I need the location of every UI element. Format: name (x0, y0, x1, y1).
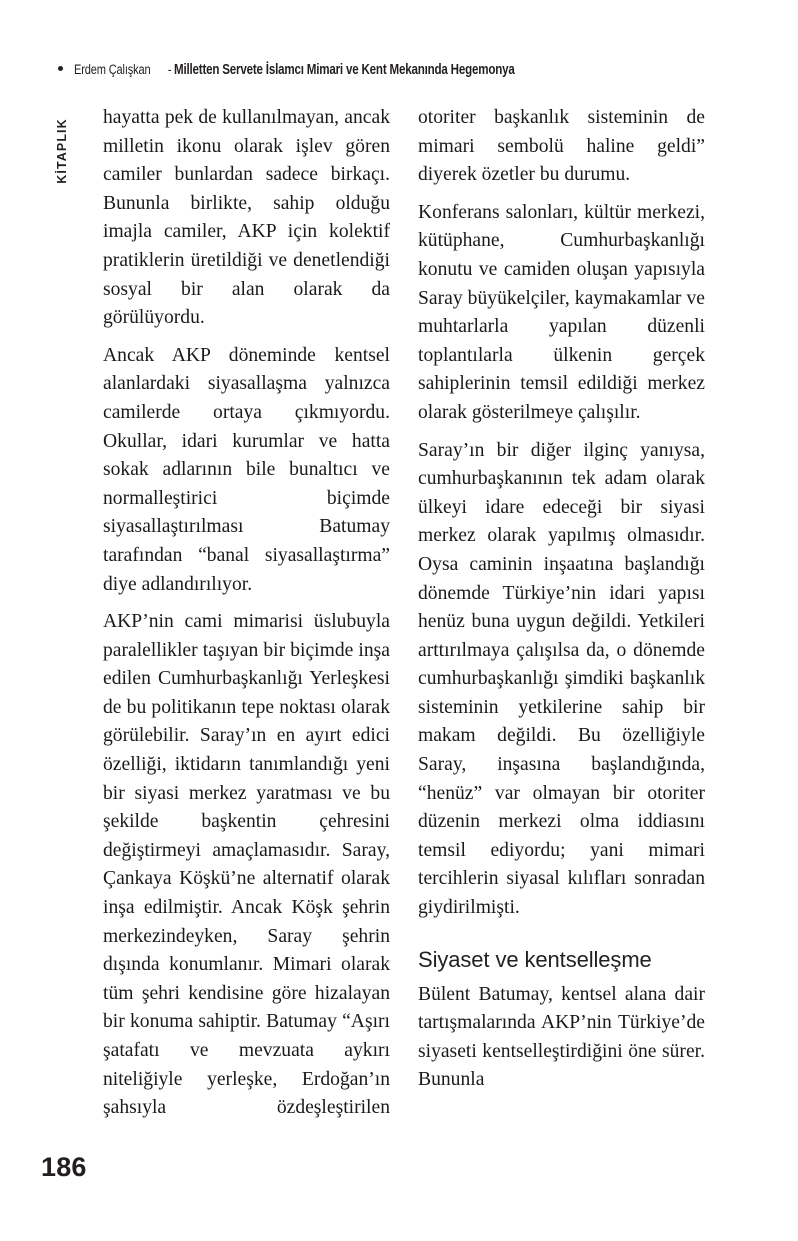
paragraph: Ancak AKP döneminde kentsel alanlardaki siyasallaşma yalnızca camilerde ortaya çıkmıyordu. Okullar, idari kurumlar ve hatta sokak adlarının bile bunaltıcı ve normalleştirici biçimde siyasallaştırılması Batumay tarafından “banal siyasallaştırma” diye adlandırılıyor. (103, 344, 390, 595)
running-head-separator: - (168, 62, 172, 77)
paragraph: Saray’ın bir diğer ilginç yanıysa, cumhurbaşkanının tek adam olarak ülkeyi idare edeceği bir siyasi merkez olarak yapılmış olmasıdır. Oysa caminin inşaatına başlandığı dönemde Türkiye’nin idari yapısı henüz buna uygun değildi. Yetkileri arttırılmaya çalışılsa da, o dönemde cumhurbaşkanlığı şimdiki başkanlık sisteminin yetkilerine sahip bir makam değildi. Bu özelliğiyle Saray, inşasına başlandığında, “henüz” var olmayan bir otoriter düzenin merkezi olma iddiasını temsil ediyordu; yani mimari tercihlerin siyasal kılıfları sonradan giydirilmişti. (418, 439, 705, 919)
paragraph: Konferans salonları, kültür merkezi, kütüphane, Cumhurbaşkanlığı konutu ve camiden oluşan yapısıyla Saray büyükelçiler, kaymakamlar ve muhtarlarla yapılan düzenli toplantılarla ülkenin gerçek sahiplerinin temsil edildiği merkez olarak gösterilmeye çalışılır. (418, 201, 705, 423)
page-number: 186 (41, 1152, 87, 1182)
paragraph: otoriter başkanlık sisteminin de mimari sembolü haline geldi” diyerek özetler bu durumu. (418, 107, 705, 186)
column-left (103, 104, 390, 1123)
column-right (418, 104, 705, 1095)
running-head-author: Erdem Çalışkan (74, 62, 151, 77)
body-columns (103, 104, 705, 1126)
side-section-marker (50, 96, 74, 206)
running-head (58, 62, 600, 78)
bullet-icon (58, 66, 63, 71)
section-heading: Siyaset ve kentselleşme (418, 946, 652, 972)
paragraph: Bülent Batumay, kentsel alana dair tartışmalarında AKP’nin Türkiye’de siyaseti kentselleştirdiğini öne sürer. Bununla (418, 983, 705, 1091)
running-head-title: Milletten Servete İslamcı Mimari ve Kent Mekanında Hegemonya (173, 62, 515, 78)
side-section-marker-label: KİTAPLIK (55, 118, 69, 184)
paragraph: AKP’nin cami mimarisi üslubuyla paralellikler taşıyan bir biçimde inşa edilen Cumhurbaşkanlığı Yerleşkesi de bu politikanın tepe noktası olarak görülebilir. Saray’ın en ayırt edici özelliği, iktidarın tanımlandığı yeni bir siyasi merkez yaratması ve bu şekilde başkentin çehresini değiştirmeyi amaçlamasıdır. Saray, Çankaya Köşkü’ne alternatif olarak inşa edilmiştir. Ancak Köşk şehrin merkezindeyken, Saray şehrin dışında konumlanır. Mimari olarak tüm şehri kendisine göre hizalayan bir konuma sahiptir. Batumay “Aşırı şatafatı ve mevzuata aykırı niteliğiyle yerleşke, Erdoğan’ın şahsıyla özdeşleştirilen (103, 611, 390, 1119)
paragraph: hayatta pek de kullanılmayan, ancak milletin ikonu olarak işlev gören camiler bunlardan sadece birkaçı. Bununla birlikte, sahip olduğu imajla camiler, AKP için kolektif pratiklerin üretildiği ve denetlendiği sosyal bir alan olarak da görülüyordu. (103, 107, 390, 329)
